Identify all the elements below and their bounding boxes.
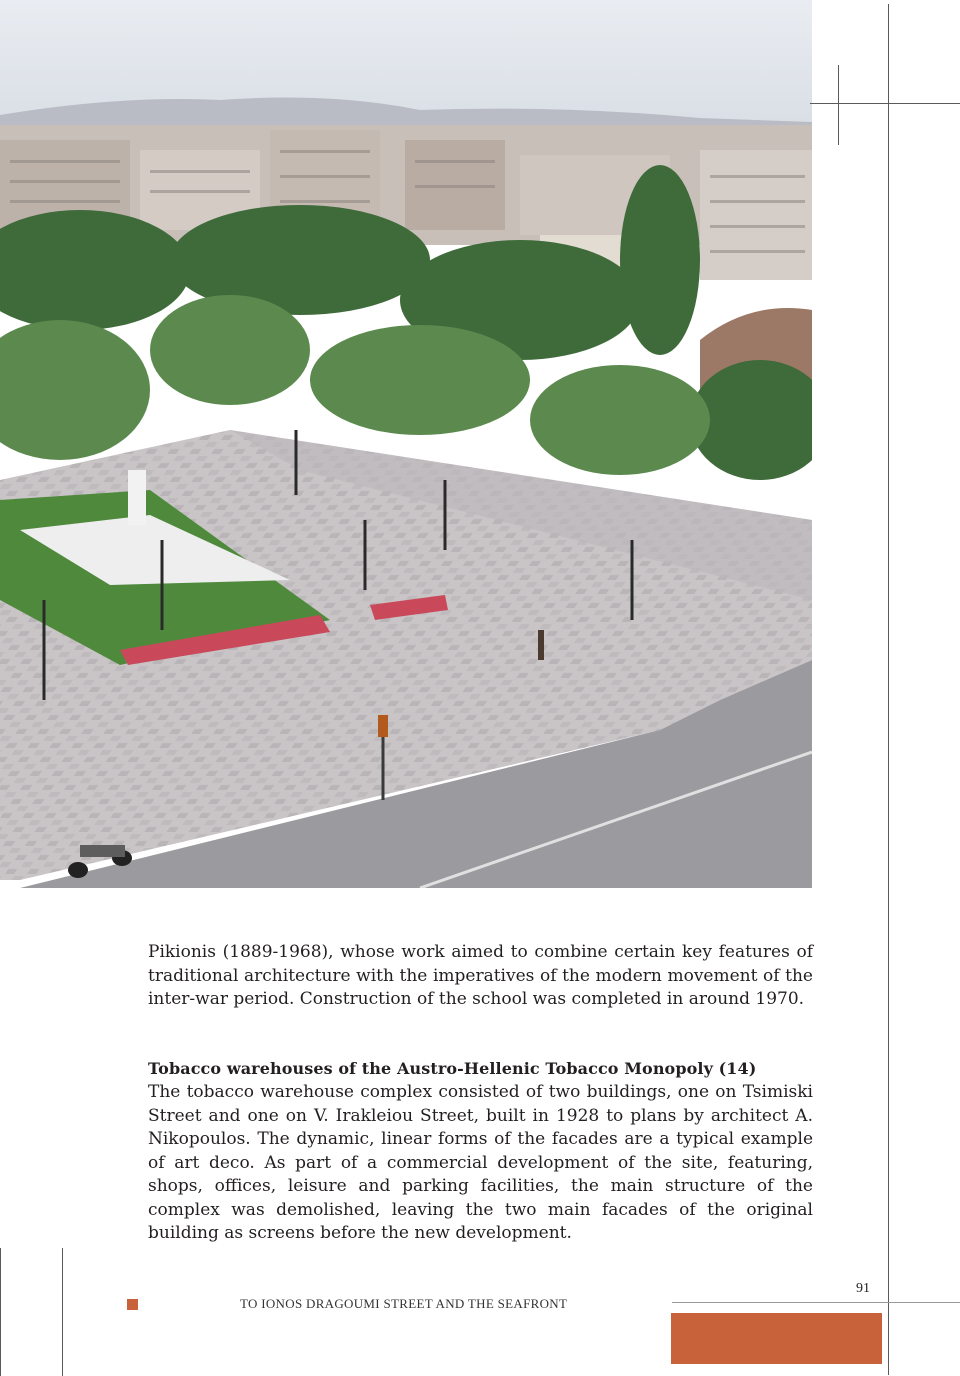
footer-accent-bar xyxy=(671,1313,882,1364)
footer-accent-square xyxy=(127,1299,138,1310)
section-heading: Tobacco warehouses of the Austro-Hellenic Tobacco Monopoly (14) xyxy=(148,1059,757,1078)
crop-mark xyxy=(838,65,839,145)
intro-paragraph: Pikionis (1889-1968), whose work aimed to combine certain key features of traditional architecture with the imperatives of the modern movement of the inter-war period. Construction of the school was completed in around 1970. xyxy=(148,942,813,1009)
crop-mark xyxy=(888,4,889,1375)
footer-rule xyxy=(672,1302,960,1303)
section-body: The tobacco warehouse complex consisted of two buildings, one on Tsimiski Street and one on V. Irakleiou Street, built in 1928 to plans by architect A. Nikopoulos. The dynamic, linear forms of the facades are a typical example of art deco. As part of a commercial development of the site, featuring, shops, offices, leisure and parking facilities, the main structure of the complex was demolished, leaving the two main facades of the original building as screens before the new development. xyxy=(148,1082,813,1243)
crop-mark xyxy=(62,1248,63,1376)
running-title: TO IONOS DRAGOUMI STREET AND THE SEAFRONT xyxy=(240,1296,568,1311)
crop-mark xyxy=(810,103,960,104)
crop-mark xyxy=(0,1248,1,1376)
page-number: 91 xyxy=(856,1281,870,1296)
